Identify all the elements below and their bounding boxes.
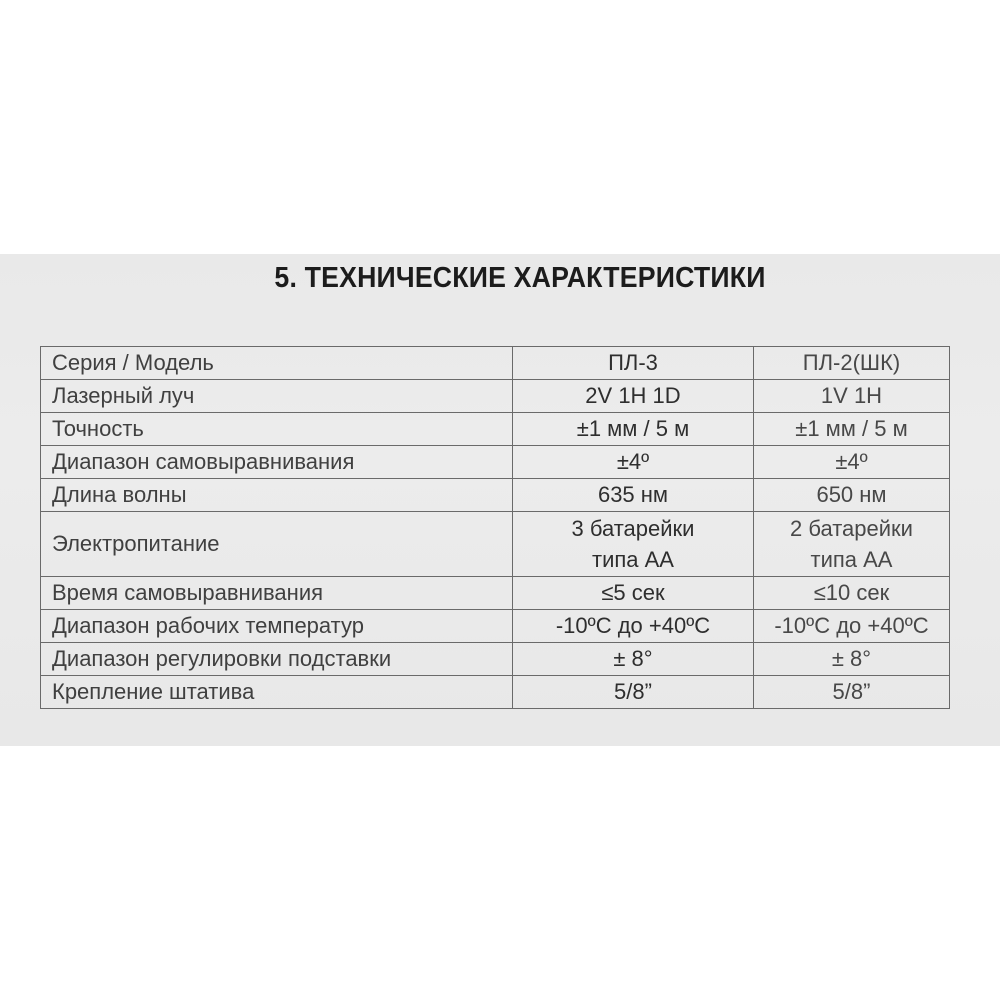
value-cell-pl2: 5/8”: [754, 676, 950, 709]
parameter-cell: Крепление штатива: [41, 676, 513, 709]
value-cell-pl3: 2V 1H 1D: [513, 380, 754, 413]
parameter-cell: Время самовыравнивания: [41, 577, 513, 610]
value-cell-pl3: -10ºC до +40ºC: [513, 610, 754, 643]
table-row: [41, 610, 950, 643]
value-cell-pl2: 1V 1H: [754, 380, 950, 413]
value-cell-pl2: ≤10 сек: [754, 577, 950, 610]
value-cell-pl2: [754, 512, 950, 577]
table-row: [41, 512, 950, 577]
value-cell-pl2: -10ºC до +40ºC: [754, 610, 950, 643]
header-model-pl2-cell: ПЛ-2(ШК): [754, 347, 950, 380]
value-cell-pl3: [513, 512, 754, 577]
specifications-table: [40, 346, 950, 709]
value-line: 3 батарейки: [571, 516, 695, 541]
table-row: [41, 676, 950, 709]
value-cell-pl2: 650 нм: [754, 479, 950, 512]
table-row: [41, 446, 950, 479]
value-line: 2 батарейки: [790, 516, 913, 541]
parameter-cell: Диапазон рабочих температур: [41, 610, 513, 643]
table-row: [41, 413, 950, 446]
parameter-cell: Лазерный луч: [41, 380, 513, 413]
value-cell-pl3: ≤5 сек: [513, 577, 754, 610]
value-line: типа АА: [810, 547, 893, 572]
parameter-cell: Точность: [41, 413, 513, 446]
value-cell-pl3: 5/8”: [513, 676, 754, 709]
value-line: типа АА: [592, 547, 674, 572]
table-row: [41, 577, 950, 610]
header-model-pl3-cell: ПЛ-3: [513, 347, 754, 380]
section-title: 5. ТЕХНИЧЕСКИЕ ХАРАКТЕРИСТИКИ: [274, 262, 766, 294]
value-cell-pl3: ±1 мм / 5 м: [513, 413, 754, 446]
header-parameter-cell: Серия / Модель: [41, 347, 513, 380]
value-cell-pl3: ±4º: [513, 446, 754, 479]
table-header-row: [41, 347, 950, 380]
parameter-cell: Диапазон регулировки подставки: [41, 643, 513, 676]
value-cell-pl3: 635 нм: [513, 479, 754, 512]
parameter-cell: Длина волны: [41, 479, 513, 512]
value-cell-pl2: ± 8°: [754, 643, 950, 676]
value-cell-pl2: ±1 мм / 5 м: [754, 413, 950, 446]
parameter-cell: Электропитание: [41, 512, 513, 577]
table-row: [41, 479, 950, 512]
table-row: [41, 643, 950, 676]
table-row: [41, 380, 950, 413]
value-cell-pl2: ±4º: [754, 446, 950, 479]
parameter-cell: Диапазон самовыравнивания: [41, 446, 513, 479]
value-cell-pl3: ± 8°: [513, 643, 754, 676]
